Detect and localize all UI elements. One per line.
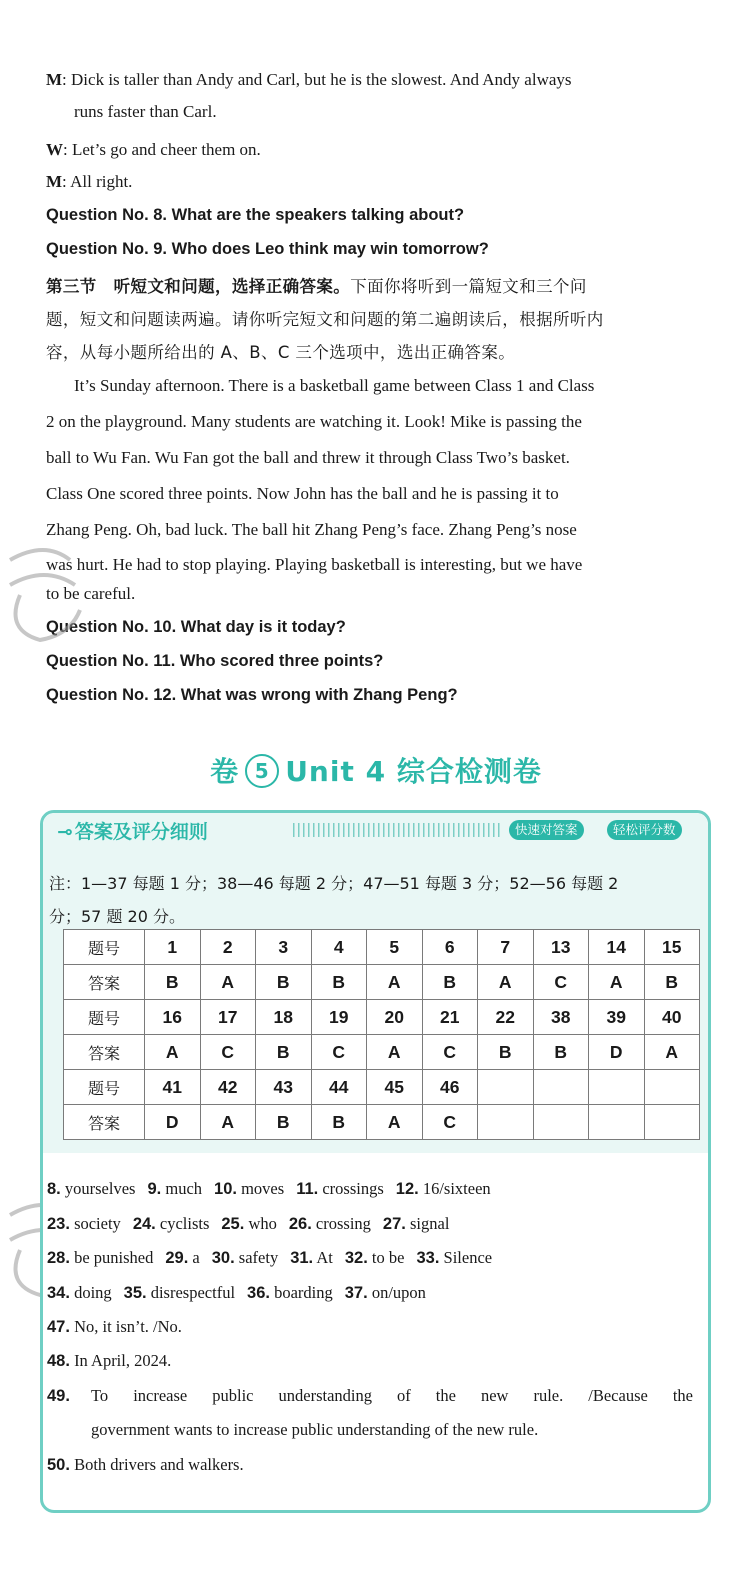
question-line: Question No. 12. What was wrong with Zhang Peng? (46, 686, 458, 704)
dialogue-text: All right. (66, 172, 133, 191)
question-number-cell: 20 (367, 1000, 423, 1035)
question-number-cell: 46 (422, 1070, 478, 1105)
answer-line-48 (47, 1351, 171, 1371)
question-line: Question No. 10. What day is it today? (46, 618, 346, 636)
passage-line: ball to Wu Fan. Wu Fan got the ball and threw it through Class Two’s basket. (46, 448, 570, 467)
answer-cell: A (200, 1105, 256, 1140)
answer-row (64, 1035, 700, 1070)
speaker-separator: : (62, 172, 67, 191)
answer-cell: C (311, 1035, 367, 1070)
answer-line (47, 1283, 426, 1303)
answer-cell: B (311, 965, 367, 1000)
answer-cell: C (422, 1105, 478, 1140)
title-number-circle: 5 (245, 754, 279, 788)
tag-easy-score: 轻松评分数 (607, 820, 682, 840)
row-label: 答案 (64, 965, 145, 1000)
dialogue-line (46, 70, 572, 90)
section-instruction-cont: 容，从每小题所给出的 A、B、C 三个选项中，选出正确答案。 (46, 343, 516, 362)
answer-line (47, 1214, 449, 1234)
question-number-cell: 5 (367, 930, 423, 965)
dialogue-text: Let’s go and cheer them on. (67, 140, 261, 159)
question-number: 24. (132, 1215, 156, 1233)
question-number-row (64, 1070, 700, 1105)
question-line: Question No. 8. What are the speakers talking about? (46, 206, 465, 224)
answer-text: a (192, 1248, 200, 1267)
question-number-cell: 21 (422, 1000, 478, 1035)
answer-cell: A (589, 965, 645, 1000)
question-number-cell (589, 1070, 645, 1105)
answer-text: crossing (315, 1214, 371, 1233)
answer-text: Both drivers and walkers. (74, 1455, 244, 1474)
answer-cell: B (478, 1035, 534, 1070)
question-number: 11. (296, 1180, 319, 1198)
speaker-label: M (46, 70, 63, 89)
question-number-cell: 41 (145, 1070, 201, 1105)
answer-line-50 (47, 1455, 244, 1475)
answer-text: disrespectful (150, 1283, 236, 1302)
passage-line: Class One scored three points. Now John has the ball and he is passing it to (46, 484, 559, 503)
answer-row (64, 965, 700, 1000)
question-number-cell (644, 1070, 700, 1105)
answer-text: boarding (274, 1283, 333, 1302)
question-number: 50. (47, 1456, 70, 1474)
answer-line (47, 1248, 492, 1268)
answer-text: be punished (74, 1248, 154, 1267)
dialogue-line (74, 102, 217, 122)
dialogue-text: runs faster than Carl. (74, 102, 217, 121)
answer-cell: A (145, 1035, 201, 1070)
answer-text: moves (241, 1179, 285, 1198)
answer-cell: D (589, 1035, 645, 1070)
question-number: 32. (344, 1249, 368, 1267)
speaker-separator: : (62, 70, 67, 89)
answer-text: At (316, 1248, 333, 1267)
question-number-cell: 15 (644, 930, 700, 965)
answer-cell: A (644, 1035, 700, 1070)
question-number: 37. (344, 1284, 368, 1302)
answer-text: signal (409, 1214, 450, 1233)
question-number-cell: 17 (200, 1000, 256, 1035)
question-number-cell: 45 (367, 1070, 423, 1105)
answer-text: to be (371, 1248, 405, 1267)
question-number-cell: 43 (256, 1070, 312, 1105)
passage-line: to be careful. (46, 584, 136, 603)
question-number: 31. (290, 1249, 314, 1267)
answer-cell: A (367, 1035, 423, 1070)
question-number: 25. (221, 1215, 245, 1233)
speaker-separator: : (63, 140, 68, 159)
answer-cell: A (478, 965, 534, 1000)
answer-line-47 (47, 1317, 182, 1337)
answer-table (63, 929, 700, 1140)
answer-box-title-text: 答案及评分细则 (74, 821, 208, 843)
question-number: 48. (47, 1352, 70, 1370)
answer-text: cyclists (159, 1214, 210, 1233)
answer-cell: B (644, 965, 700, 1000)
section-instruction-cont: 题，短文和问题读两遍。请你听完短文和问题的第二遍朗读后，根据所听内 (46, 310, 604, 329)
answer-cell: B (256, 1035, 312, 1070)
answer-cell: B (422, 965, 478, 1000)
answer-text: In April, 2024. (74, 1351, 172, 1370)
answer-box-header (43, 813, 708, 847)
answer-text: crossings (322, 1179, 384, 1198)
question-number: 28. (47, 1249, 70, 1267)
question-number: 27. (382, 1215, 406, 1233)
question-number: 36. (247, 1284, 270, 1302)
question-number-cell: 6 (422, 930, 478, 965)
answer-text: yourselves (64, 1179, 136, 1198)
question-number-cell (533, 1070, 589, 1105)
answer-text: 16/sixteen (422, 1179, 491, 1198)
answer-text: on/upon (371, 1283, 426, 1302)
answer-box-title (57, 817, 208, 844)
answer-text: To increase public understanding of the new rule. /Because the (91, 1386, 693, 1405)
question-number: 10. (214, 1180, 237, 1198)
answer-text: much (165, 1179, 203, 1198)
arrow-icon: ⊸ (57, 821, 73, 843)
answer-cell: D (145, 1105, 201, 1140)
question-number: 49. (47, 1387, 70, 1405)
question-number: 35. (123, 1284, 147, 1302)
answer-cell: B (533, 1035, 589, 1070)
speaker-label: W (46, 140, 63, 159)
row-label: 题号 (64, 930, 145, 965)
answer-text: Silence (443, 1248, 493, 1267)
question-number-cell: 4 (311, 930, 367, 965)
answer-text: No, it isn’t. /No. (74, 1317, 182, 1336)
speaker-label: M (46, 172, 63, 191)
answer-cell: C (422, 1035, 478, 1070)
answer-line (47, 1179, 491, 1199)
question-line: Question No. 11. Who scored three points? (46, 652, 384, 670)
question-number: 29. (165, 1249, 189, 1267)
question-number-cell: 42 (200, 1070, 256, 1105)
section-label: 第三节 听短文和问题，选择正确答案。 (46, 277, 351, 296)
question-number: 23. (47, 1215, 70, 1233)
answer-text: government wants to increase public understanding of the new rule. (91, 1420, 539, 1439)
title-prefix: 卷 (210, 755, 240, 788)
row-label: 题号 (64, 1070, 145, 1105)
question-number-cell: 39 (589, 1000, 645, 1035)
passage-line: was hurt. He had to stop playing. Playing basketball is interesting, but we have (46, 555, 583, 574)
question-number-cell: 1 (145, 930, 201, 965)
question-number-cell: 13 (533, 930, 589, 965)
answer-text: doing (74, 1283, 112, 1302)
answer-text: who (248, 1214, 277, 1233)
question-number-cell (478, 1070, 534, 1105)
answer-cell: B (311, 1105, 367, 1140)
answer-cell (589, 1105, 645, 1140)
answer-line-49 (47, 1386, 70, 1406)
question-number-cell: 22 (478, 1000, 534, 1035)
scoring-note-line: 分；57 题 20 分。 (49, 907, 185, 926)
passage-line: 2 on the playground. Many students are watching it. Look! Mike is passing the (46, 412, 582, 431)
title-text: Unit 4 综合检测卷 (285, 755, 542, 788)
question-number-cell: 7 (478, 930, 534, 965)
question-number-cell: 44 (311, 1070, 367, 1105)
question-number: 8. (47, 1180, 61, 1198)
scoring-note (49, 867, 699, 933)
question-number: 30. (211, 1249, 235, 1267)
row-label: 答案 (64, 1105, 145, 1140)
answer-row (64, 1105, 700, 1140)
question-number-cell: 40 (644, 1000, 700, 1035)
question-number: 47. (47, 1318, 70, 1336)
answer-cell: B (145, 965, 201, 1000)
answer-cell: C (533, 965, 589, 1000)
answer-cell (644, 1105, 700, 1140)
question-number: 33. (416, 1249, 440, 1267)
question-number-cell: 19 (311, 1000, 367, 1035)
answer-cell: A (367, 1105, 423, 1140)
answer-cell: A (200, 965, 256, 1000)
question-number-row (64, 930, 700, 965)
question-number: 12. (395, 1180, 419, 1198)
answer-text: safety (238, 1248, 279, 1267)
tag-quick-check: 快速对答案 (509, 820, 584, 840)
passage-line: Zhang Peng. Oh, bad luck. The ball hit Zhang Peng’s face. Zhang Peng’s nose (46, 520, 577, 539)
scoring-note-line: 注：1—37 每题 1 分；38—46 每题 2 分；47—51 每题 3 分；52—56 每题 2 (49, 874, 619, 893)
question-number-cell: 14 (589, 930, 645, 965)
answer-cell: B (256, 1105, 312, 1140)
answer-key-box (40, 810, 711, 1513)
dialogue-line (46, 140, 261, 160)
answer-cell: A (367, 965, 423, 1000)
question-number: 9. (147, 1180, 162, 1198)
row-label: 题号 (64, 1000, 145, 1035)
passage-line: It’s Sunday afternoon. There is a basketball game between Class 1 and Class (74, 376, 595, 395)
dialogue-line (46, 172, 132, 192)
question-number-row (64, 1000, 700, 1035)
question-number-cell: 16 (145, 1000, 201, 1035)
decorative-stripes (293, 823, 503, 837)
question-number: 26. (288, 1215, 312, 1233)
section-text: 下面你将听到一篇短文和三个问 (350, 277, 587, 296)
answer-cell: B (256, 965, 312, 1000)
question-number-cell: 38 (533, 1000, 589, 1035)
section-instruction (46, 273, 587, 297)
question-number-cell: 18 (256, 1000, 312, 1035)
question-line: Question No. 9. Who does Leo think may win tomorrow? (46, 240, 489, 258)
answer-cell: C (200, 1035, 256, 1070)
answer-text: society (74, 1214, 121, 1233)
dialogue-text: Dick is taller than Andy and Carl, but he is the slowest. And Andy always (66, 70, 572, 89)
answer-cell (478, 1105, 534, 1140)
question-number-cell: 3 (256, 930, 312, 965)
question-number: 34. (47, 1284, 70, 1302)
objective-answers-area (43, 847, 708, 1153)
page-title (0, 750, 752, 790)
answer-cell (533, 1105, 589, 1140)
question-number-cell: 2 (200, 930, 256, 965)
watermark-icon (0, 540, 90, 650)
row-label: 答案 (64, 1035, 145, 1070)
